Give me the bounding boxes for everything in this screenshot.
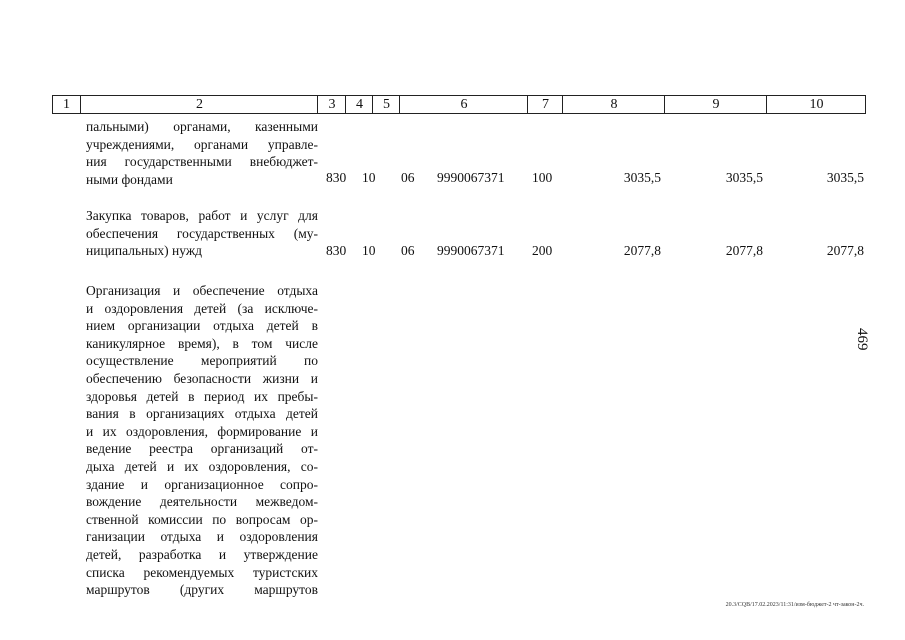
page-number: 469	[854, 328, 870, 351]
row-1-c4: 10	[362, 170, 376, 185]
row-1-line: учреждениями, органами управле-	[86, 136, 318, 152]
table-header	[52, 95, 866, 114]
row-3-line: ганизации отдыха и оздоровления	[86, 529, 318, 545]
row-3-line: ственной комиссии по вопросам ор-	[86, 511, 318, 527]
row-3-line: детей, разработка и утверждение	[86, 546, 318, 562]
col-9-header: 9	[664, 96, 767, 113]
row-1-line: ными фондами	[86, 171, 173, 187]
row-3-line: осуществление мероприятий по	[86, 353, 318, 369]
row-3-line: здание и организационное сопро-	[86, 476, 318, 492]
col-4-header: 4	[345, 96, 373, 113]
row-1-c5: 06	[401, 170, 415, 185]
col-3-header: 3	[317, 96, 346, 113]
row-1-line: пальными) органами, казенными	[86, 119, 318, 134]
row-3-line: дыха детей и их оздоровления, со-	[86, 458, 318, 474]
row-1-c9: 3035,5	[725, 170, 763, 185]
row-2-c6: 9990067371	[437, 243, 505, 258]
col-7-header: 7	[527, 96, 563, 113]
row-3-line: вождение деятельности межведом-	[86, 494, 318, 510]
row-3-line: списка рекомендуемых туристских	[86, 564, 318, 580]
col-2-header: 2	[80, 96, 318, 113]
row-3-line: вания в организациях отдыха детей	[86, 406, 318, 422]
row-2-c4: 10	[362, 243, 376, 258]
row-3-line: нием организации отдыха детей в	[86, 318, 318, 334]
row-1-c10: 3035,5	[826, 170, 864, 185]
row-1-description	[86, 118, 318, 188]
row-3-line: маршрутов (других маршрутов	[86, 582, 318, 598]
row-3-line: Организация и обеспечение отдыха	[86, 283, 318, 298]
row-2-c7: 200	[532, 243, 553, 258]
row-3-line: каникулярное время), в том числе	[86, 335, 318, 351]
row-3-line: ведение реестра организаций от-	[86, 441, 318, 457]
col-10-header: 10	[766, 96, 866, 113]
row-1-c6: 9990067371	[437, 170, 505, 185]
row-3-line: здоровья детей в период их пребы-	[86, 388, 318, 404]
row-2-c5: 06	[401, 243, 415, 258]
col-6-header: 6	[399, 96, 528, 113]
col-8-header: 8	[562, 96, 665, 113]
row-1-c8: 3035,5	[623, 170, 661, 185]
row-1-line: ния государственными внебюджет-	[86, 154, 318, 170]
col-5-header: 5	[372, 96, 400, 113]
row-2-line: обеспечения государственных (му-	[86, 225, 318, 241]
row-3-line: и их оздоровления, формирование и	[86, 423, 318, 439]
row-2-description	[86, 207, 318, 260]
col-1-header: 1	[63, 97, 70, 112]
row-3-line: обеспечению безопасности жизни и	[86, 370, 318, 386]
row-2-c8: 2077,8	[623, 243, 661, 258]
row-2-line: ниципальных) нужд	[86, 243, 203, 259]
row-1-c7: 100	[532, 170, 553, 185]
row-2-c9: 2077,8	[725, 243, 763, 258]
row-1-c3: 830	[326, 170, 347, 185]
row-2-c3: 830	[326, 243, 347, 258]
row-3-description	[86, 282, 318, 599]
row-2-c10: 2077,8	[826, 243, 864, 258]
row-2-line: Закупка товаров, работ и услуг для	[86, 208, 318, 223]
footer-code: 20.3/СQВ/17.02.2023/11:31/изм-бюджет-2 чт-закон-2ч.	[725, 602, 864, 608]
row-3-line: и оздоровления детей (за исключе-	[86, 300, 318, 316]
